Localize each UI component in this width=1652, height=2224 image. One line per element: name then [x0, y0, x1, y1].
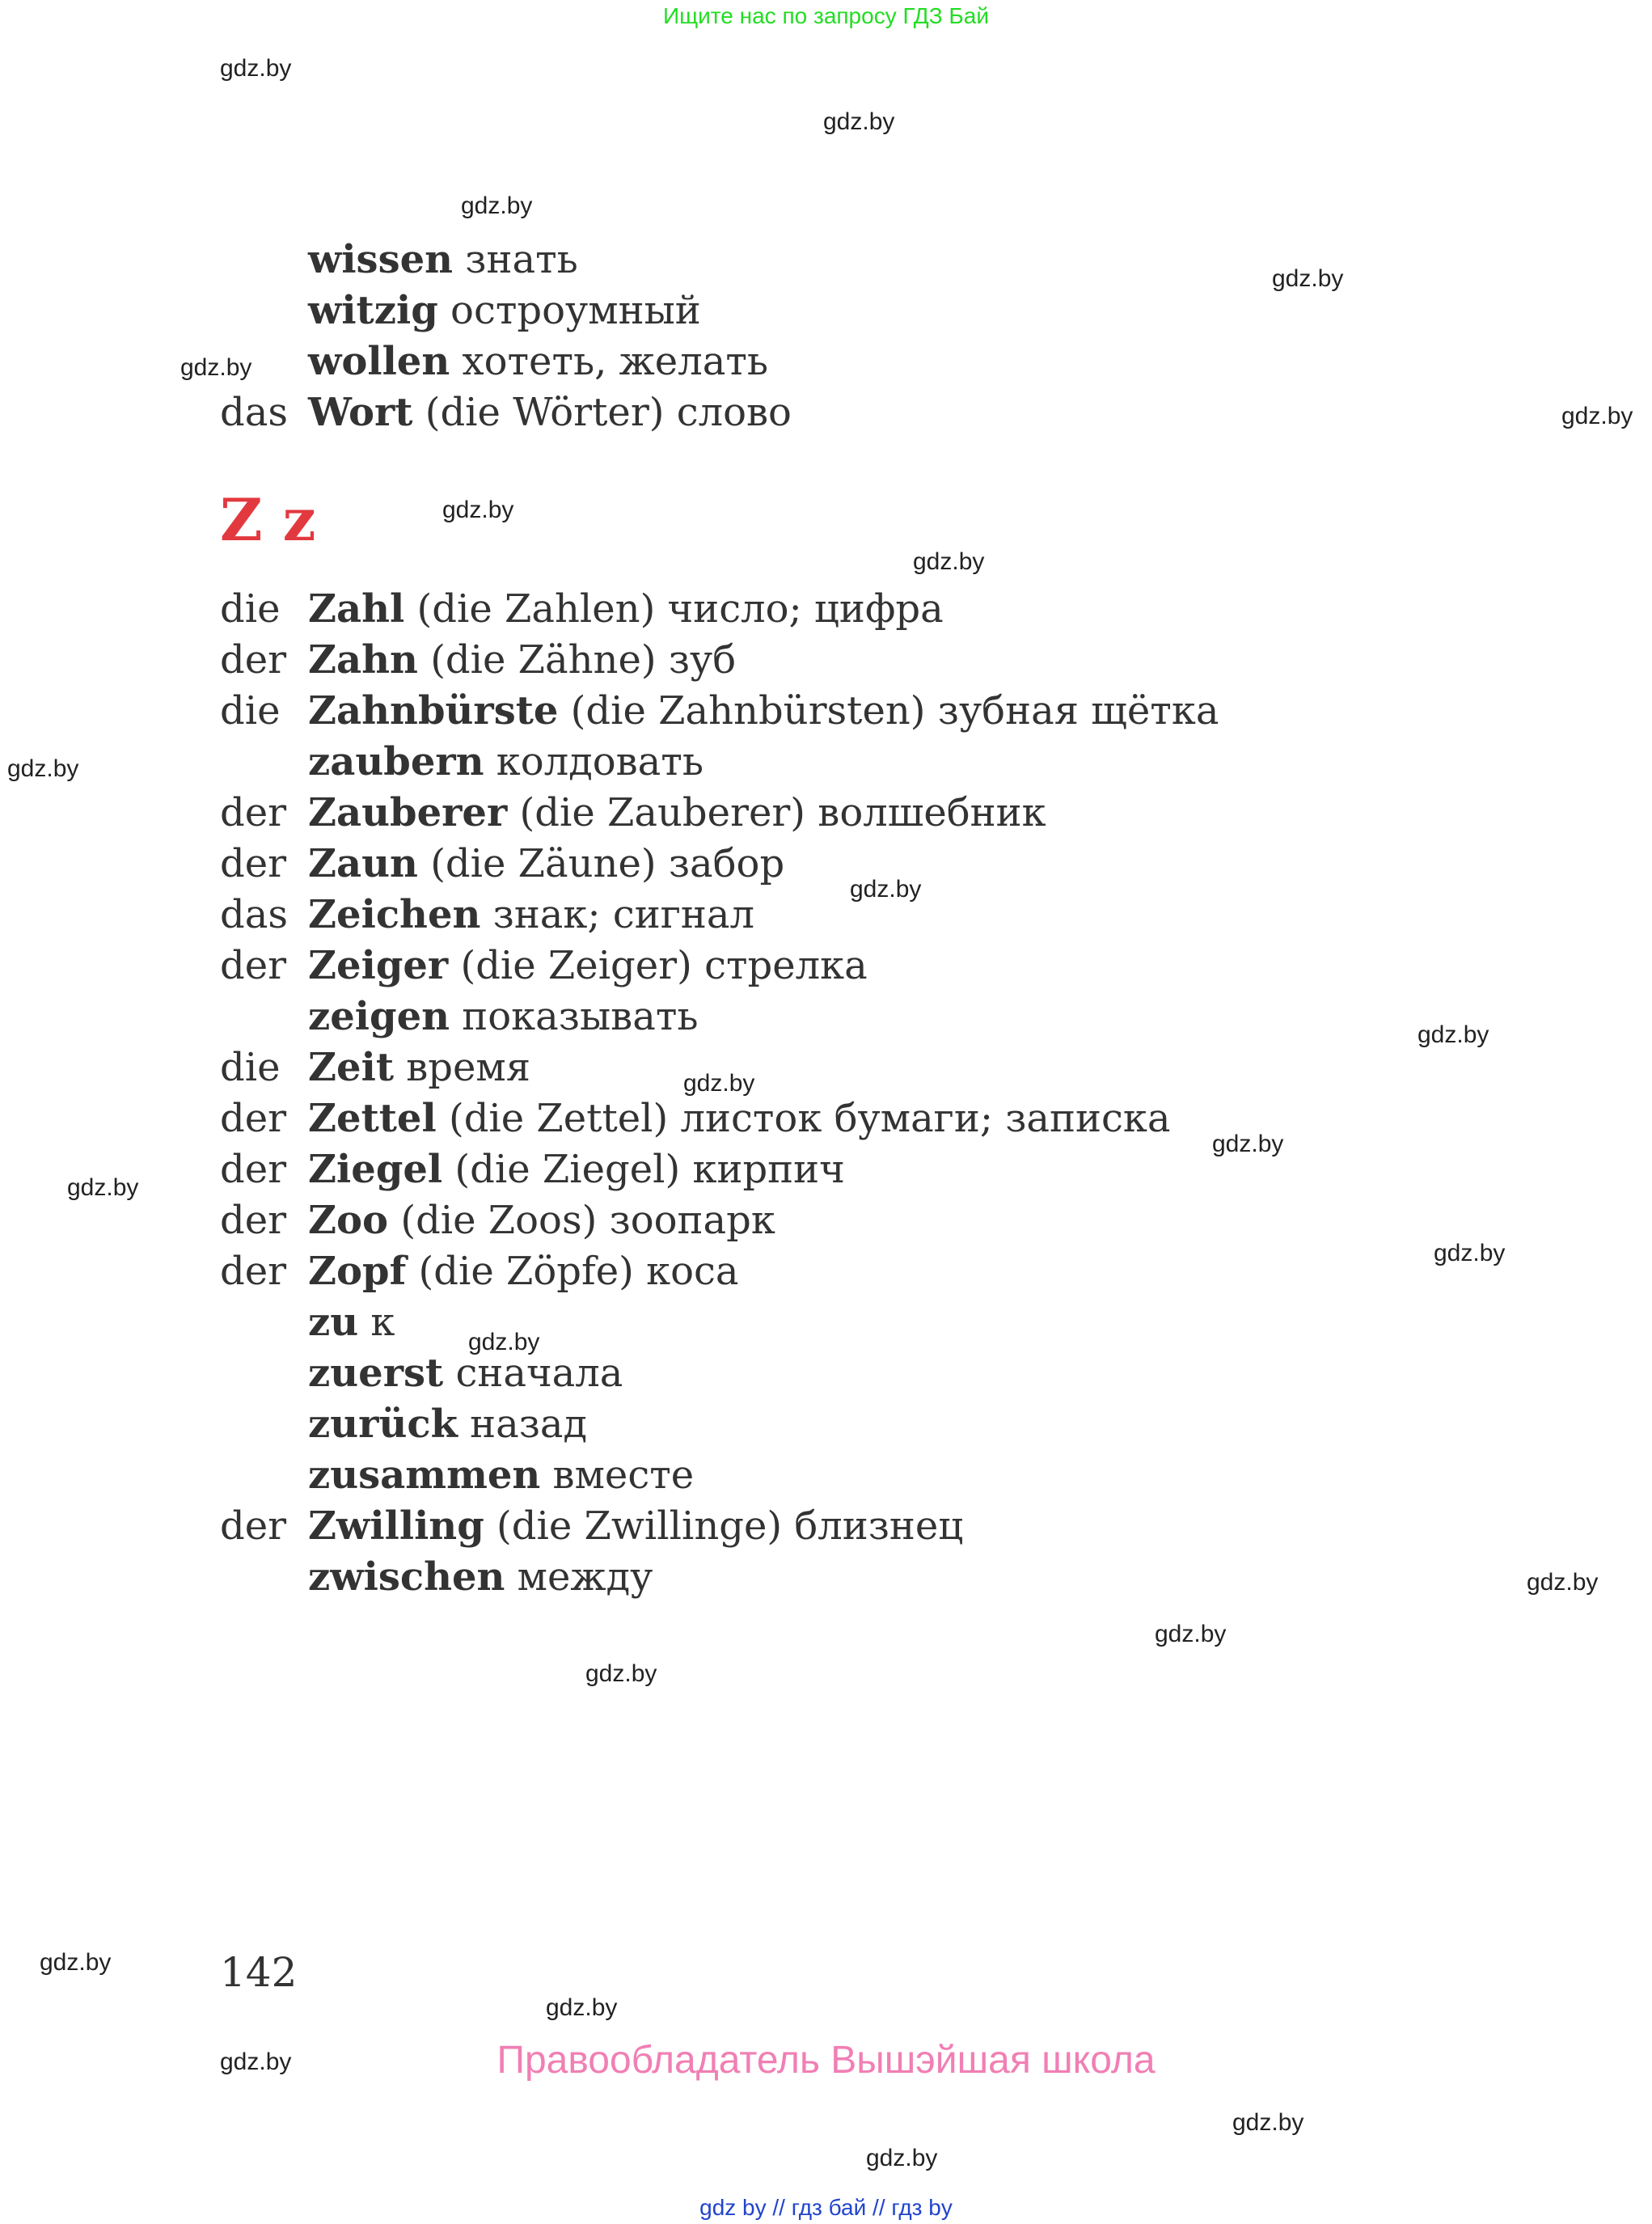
dictionary-entry — [220, 1552, 653, 1603]
watermark: gdz.by — [850, 876, 922, 903]
watermark: gdz.by — [468, 1329, 540, 1355]
entry-translation: к — [358, 1300, 395, 1345]
section-letter: Z z — [220, 485, 316, 554]
watermark: gdz.by — [1561, 403, 1633, 429]
entry-article: der — [220, 1249, 287, 1294]
entry-translation: назад — [457, 1402, 588, 1447]
entry-translation: показывать — [450, 994, 699, 1039]
watermark: gdz.by — [40, 1949, 112, 1976]
entry-word: Zeiger — [308, 943, 449, 988]
entry-article: der — [220, 1147, 287, 1192]
entry-article: der — [220, 841, 287, 886]
watermark: gdz.by — [823, 108, 895, 135]
dictionary-entry — [220, 235, 578, 285]
entry-article: der — [220, 790, 287, 835]
watermark: gdz.by — [7, 755, 79, 782]
watermark: gdz.by — [1527, 1569, 1599, 1596]
watermark: gdz.by — [220, 55, 292, 82]
entry-article: der — [220, 1096, 287, 1141]
dictionary-entry — [220, 584, 944, 635]
watermark: gdz.by — [1272, 265, 1344, 292]
entry-translation: (die Wörter) слово — [412, 390, 792, 435]
entry-article: die — [220, 688, 281, 734]
entry-translation: колдовать — [484, 739, 703, 784]
entry-translation: (die Zahlen) число; цифра — [404, 586, 944, 632]
entry-word: Zahl — [308, 586, 405, 632]
entry-article: der — [220, 637, 287, 683]
entry-word: Zaun — [308, 841, 418, 886]
dictionary-entry — [220, 788, 1046, 839]
watermark: gdz.by — [442, 497, 514, 523]
entry-translation: знать — [453, 237, 578, 282]
page-number: 142 — [220, 1949, 298, 1996]
entry-translation: (die Zahnbürsten) зубная щётка — [558, 688, 1219, 734]
entry-word: wollen — [308, 339, 450, 384]
entry-word: Zahnbürste — [308, 688, 559, 734]
dictionary-entry — [220, 387, 792, 438]
entry-article: das — [220, 892, 288, 937]
entry-word: zurück — [308, 1402, 458, 1447]
entry-word: Wort — [308, 390, 413, 435]
search-banner: Ищите нас по запросу ГДЗ Бай — [662, 3, 990, 28]
watermark: gdz.by — [683, 1070, 755, 1097]
entry-translation: (die Zöpfe) коса — [406, 1249, 739, 1294]
entry-word: zwischen — [308, 1554, 505, 1600]
copyright-owner: Правообладатель Вышэйшая школа — [496, 2039, 1156, 2082]
dictionary-entry — [220, 1297, 395, 1348]
dictionary-entry — [220, 890, 754, 941]
entry-translation: знак; сигнал — [480, 892, 754, 937]
watermark: gdz.by — [67, 1174, 139, 1201]
entry-translation: (die Zettel) листок бумаги; записка — [436, 1096, 1171, 1141]
entry-translation: (die Zäune) забор — [417, 841, 785, 886]
watermark: gdz.by — [913, 548, 985, 575]
entry-article: die — [220, 1045, 281, 1090]
entry-translation: между — [505, 1554, 653, 1600]
dictionary-entry — [220, 1195, 775, 1246]
dictionary-entry — [220, 737, 703, 788]
dictionary-entry — [220, 1501, 963, 1552]
dictionary-entry — [220, 336, 768, 387]
entry-word: Zwilling — [308, 1503, 484, 1549]
dictionary-entry — [220, 1093, 1171, 1144]
watermark: gdz.by — [866, 2145, 938, 2171]
entry-word: Zopf — [308, 1249, 407, 1294]
dictionary-entry — [220, 285, 701, 336]
entry-translation: (die Zähne) зуб — [417, 637, 737, 683]
entry-translation: (die Ziegel) кирпич — [442, 1147, 845, 1192]
entry-word: zuerst — [308, 1351, 444, 1396]
entry-word: Zahn — [308, 637, 418, 683]
watermark: gdz.by — [1232, 2109, 1304, 2136]
entry-article: das — [220, 390, 288, 435]
entry-word: Zauberer — [308, 790, 508, 835]
entry-translation: сначала — [443, 1351, 623, 1396]
entry-word: zu — [308, 1300, 359, 1345]
entry-article: der — [220, 1198, 287, 1243]
dictionary-entry — [220, 1246, 739, 1297]
watermark: gdz.by — [461, 192, 533, 219]
entry-article: der — [220, 1503, 287, 1549]
watermark: gdz.by — [546, 1994, 618, 2021]
dictionary-entry — [220, 1399, 587, 1450]
watermark: gdz.by — [220, 2049, 292, 2075]
watermark: gdz.by — [1418, 1021, 1489, 1048]
entry-word: witzig — [308, 288, 438, 333]
entry-translation: (die Zwillinge) близнец — [484, 1503, 964, 1549]
entry-word: Zoo — [308, 1198, 389, 1243]
watermark: gdz.by — [1212, 1131, 1284, 1157]
watermark: gdz.by — [180, 354, 252, 381]
watermark: gdz.by — [1155, 1621, 1227, 1647]
footer-links[interactable]: gdz by // гдз бай // гдз by — [699, 2195, 953, 2220]
entry-article: der — [220, 943, 287, 988]
dictionary-entry — [220, 1348, 623, 1399]
dictionary-entry — [220, 1144, 845, 1195]
entry-article: die — [220, 586, 281, 632]
entry-word: zeigen — [308, 994, 450, 1039]
dictionary-entry — [220, 686, 1219, 737]
entry-word: Zeit — [308, 1045, 394, 1090]
entry-translation: остроумный — [437, 288, 701, 333]
entry-translation: (die Zoos) зоопарк — [388, 1198, 775, 1243]
entry-word: wissen — [308, 237, 454, 282]
entry-word: zusammen — [308, 1452, 541, 1498]
entry-word: Ziegel — [308, 1147, 443, 1192]
entry-translation: (die Zauberer) волшебник — [507, 790, 1046, 835]
entry-translation: вместе — [540, 1452, 695, 1498]
entry-word: Zeichen — [308, 892, 481, 937]
dictionary-entry — [220, 635, 736, 686]
watermark: gdz.by — [1434, 1240, 1506, 1266]
dictionary-entry — [220, 991, 699, 1042]
entry-word: zaubern — [308, 739, 484, 784]
dictionary-entry — [220, 941, 868, 991]
dictionary-entry — [220, 839, 784, 890]
watermark: gdz.by — [585, 1660, 657, 1687]
entry-translation: (die Zeiger) стрелка — [448, 943, 868, 988]
entry-translation: время — [393, 1045, 531, 1090]
entry-word: Zettel — [308, 1096, 437, 1141]
dictionary-entry — [220, 1450, 694, 1501]
entry-translation: хотеть, желать — [450, 339, 768, 384]
dictionary-entry — [220, 1042, 530, 1093]
